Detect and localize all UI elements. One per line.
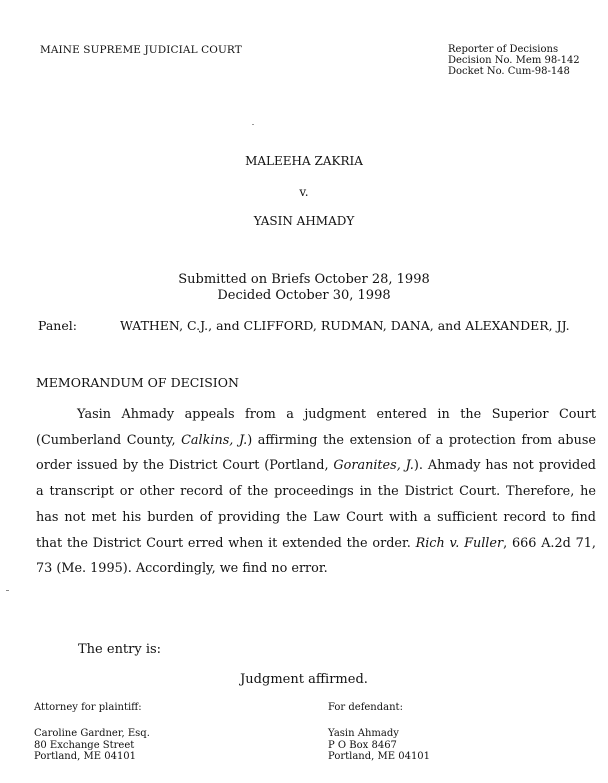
plaintiff-attorney-city: Portland, ME 04101 xyxy=(34,751,137,762)
judge-calkins: Calkins, J. xyxy=(181,432,248,448)
decision-body xyxy=(36,402,596,582)
reporter-block xyxy=(448,44,580,77)
defendant-address xyxy=(328,728,430,763)
body-segment-4: , 666 A.2d 71, 73 (Me. 1995). Accordingly, we find no error. xyxy=(36,535,596,577)
panel-judges: WATHEN, C.J., and CLIFFORD, RUDMAN, DANA, and ALEXANDER, JJ. xyxy=(120,318,570,333)
panel-label: Panel: xyxy=(38,318,77,333)
judge-goranites: Goranites, J. xyxy=(333,458,414,474)
case-citation: Rich v. Fuller xyxy=(415,535,504,551)
defendant-street: P O Box 8467 xyxy=(328,739,397,751)
defendant-name: YASIN AHMADY xyxy=(253,214,355,228)
body-segment-3: ). Ahmady has not provided a transcript or other record of the proceedings in the District Court. Therefore, he has not met his burden of providing the Law Court with a sufficient record to find that the District Court erred when it extended the order. xyxy=(36,458,596,551)
body-segment-2: ) affirming the extension of a protection from abuse order issued by the District Court (Portland, xyxy=(36,432,597,474)
court-name: MAINE SUPREME JUDICIAL COURT xyxy=(40,44,242,56)
plaintiff-attorney-address xyxy=(34,728,150,763)
docket-number: Docket No. Cum-98-148 xyxy=(448,66,570,77)
decision-number: Decision No. Mem 98-142 xyxy=(448,55,580,66)
scan-speck xyxy=(252,124,254,125)
plaintiff-attorney-street: 80 Exchange Street xyxy=(34,739,135,751)
plaintiff-attorney-label: Attorney for plaintiff: xyxy=(34,702,142,713)
margin-mark xyxy=(6,590,9,591)
defendant-name-line: Yasin Ahmady xyxy=(328,728,399,739)
defendant-city: Portland, ME 04101 xyxy=(328,751,431,762)
plaintiff-name: MALEEHA ZAKRIA xyxy=(245,154,363,168)
decision-paragraph xyxy=(36,402,596,582)
judgment-text: Judgment affirmed. xyxy=(240,672,368,687)
memorandum-heading: MEMORANDUM OF DECISION xyxy=(36,375,239,390)
submitted-date: Submitted on Briefs October 28, 1998 xyxy=(178,272,430,287)
decided-date: Decided October 30, 1998 xyxy=(217,288,391,303)
body-segment-1: Yasin Ahmady appeals from a judgment entered in the Superior Court (Cumberland County, xyxy=(36,407,596,448)
reporter-label: Reporter of Decisions xyxy=(448,44,559,55)
versus: v. xyxy=(299,185,309,199)
dates-block xyxy=(0,272,608,304)
entry-label: The entry is: xyxy=(78,642,162,657)
defendant-label: For defendant: xyxy=(328,702,403,713)
plaintiff-attorney-name: Caroline Gardner, Esq. xyxy=(34,728,150,739)
